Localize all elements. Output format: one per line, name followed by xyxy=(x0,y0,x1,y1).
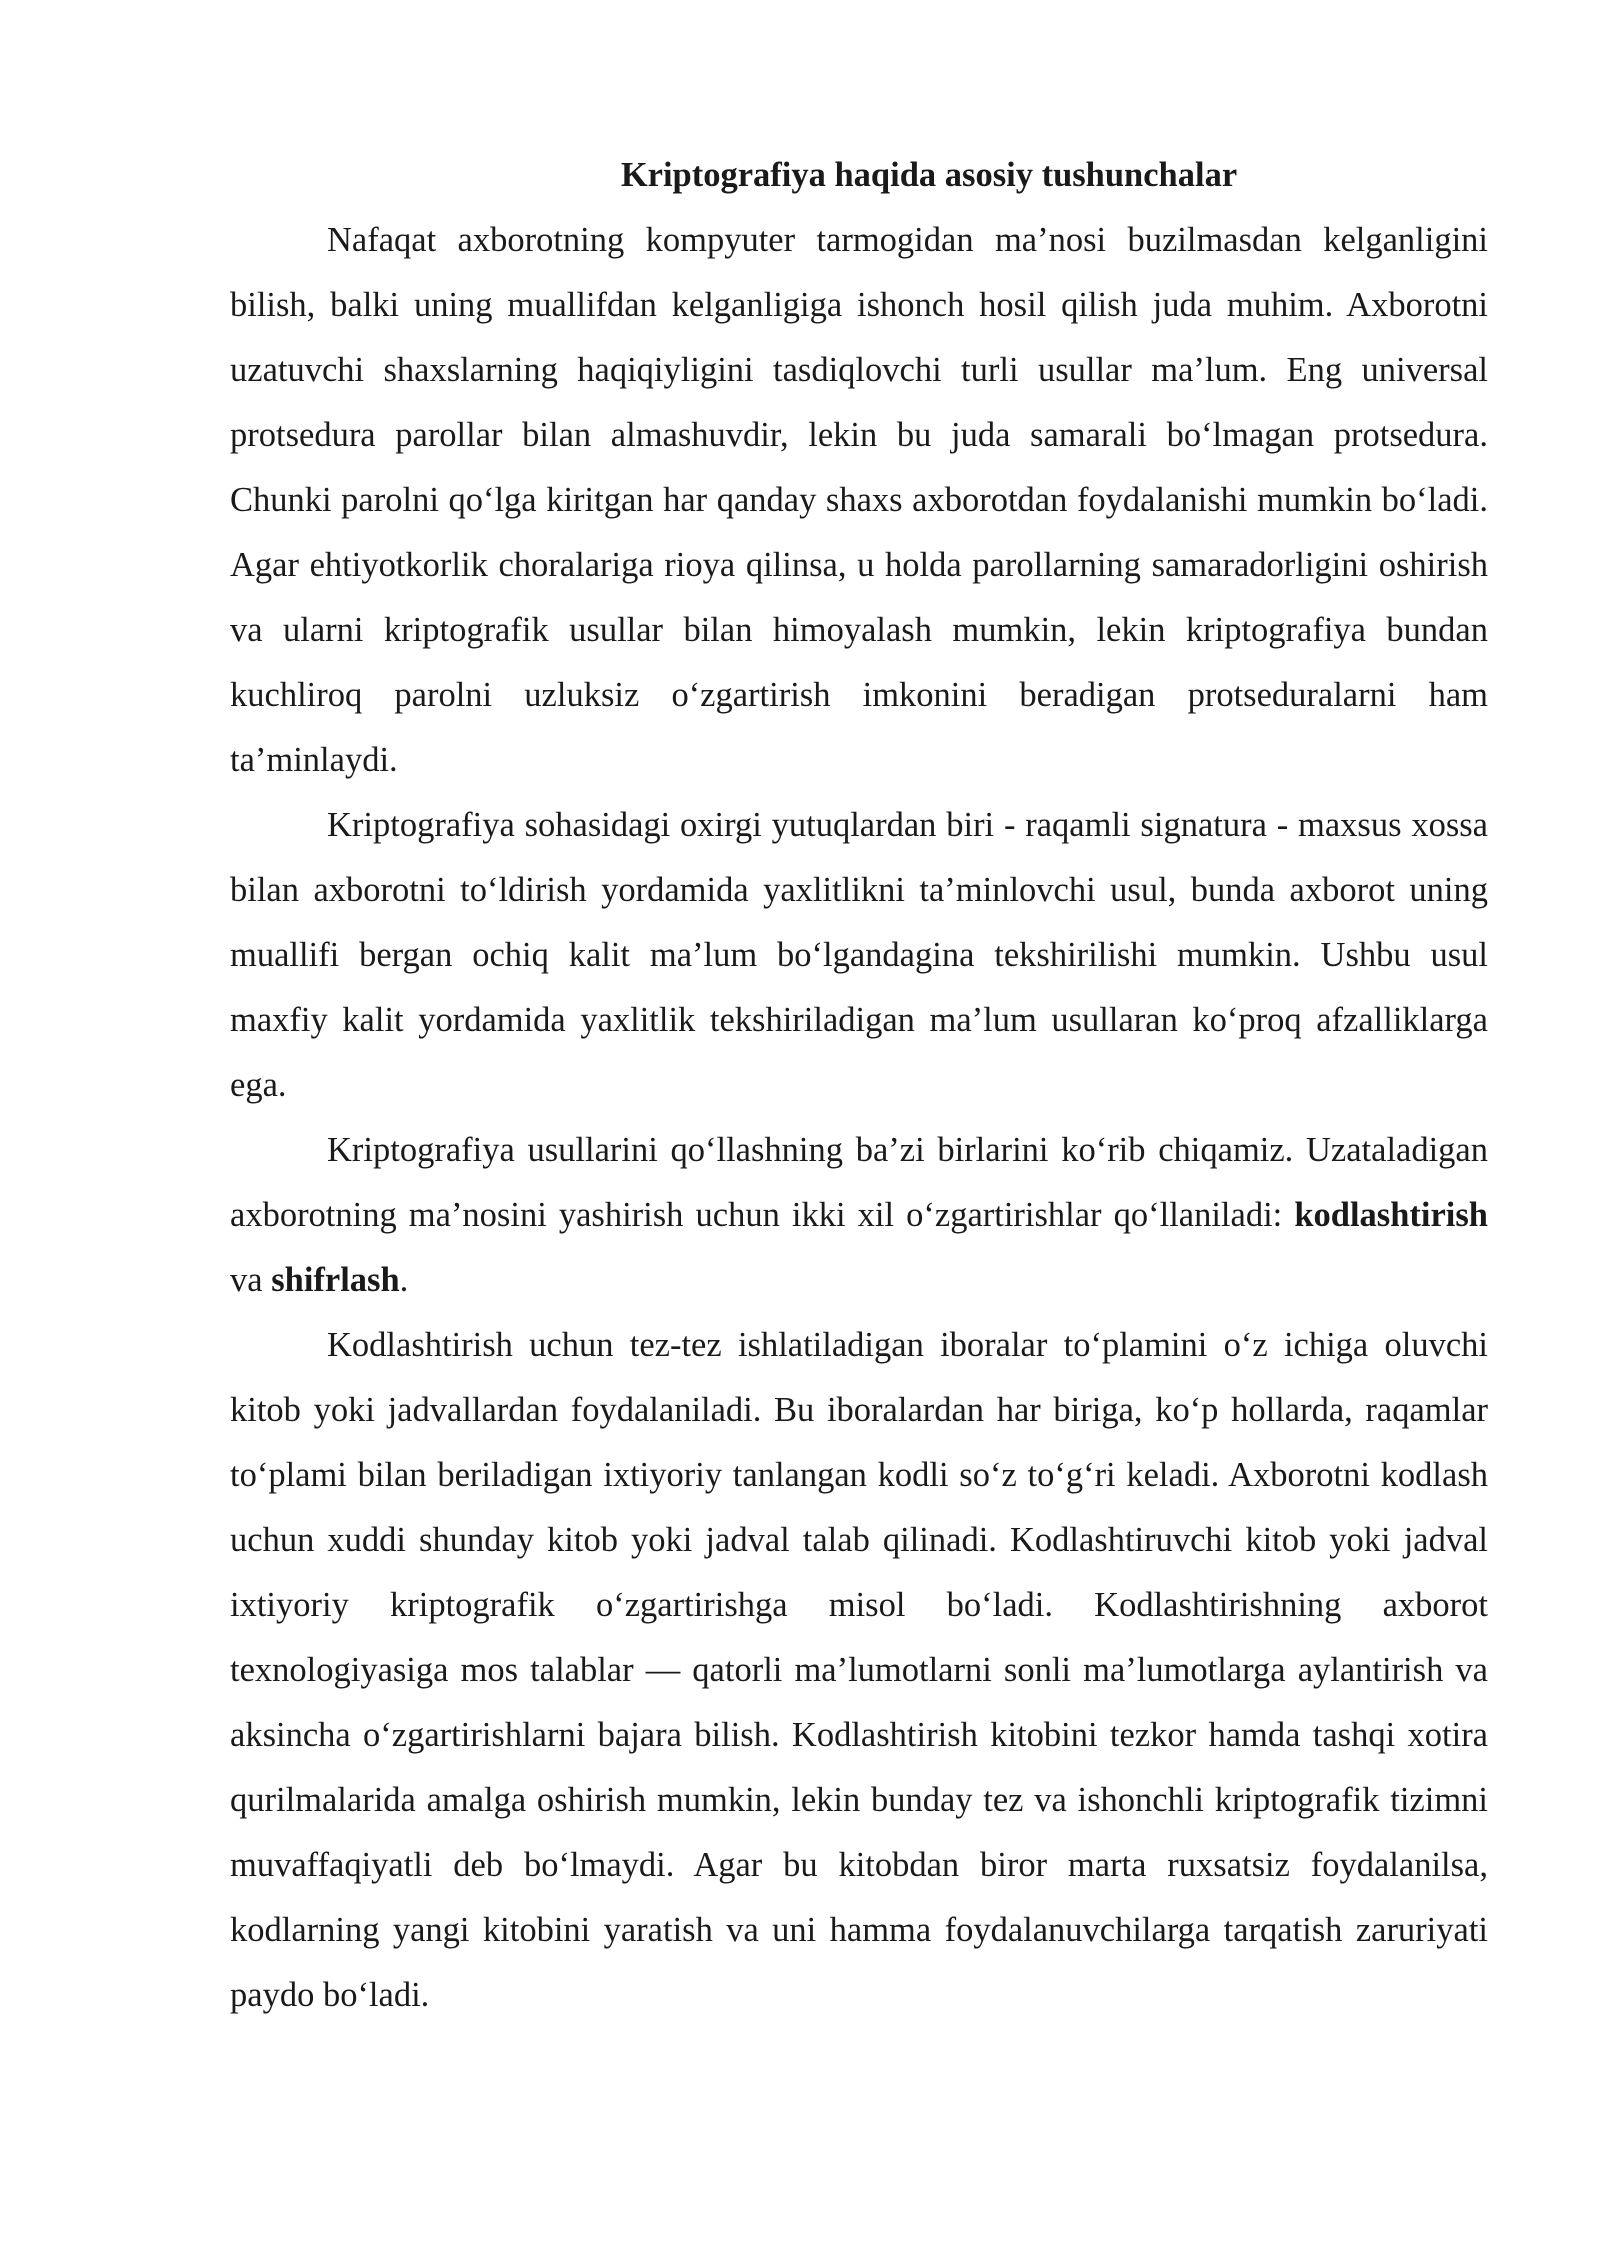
paragraph-1: Nafaqat axborotning kompyuter tarmogidan ma’nosi buzilmasdan kelganligini bilish, balki uning muallifdan kelganligiga ishonch hosil qilish juda muhim. Axborotni uzatuvchi shaxslarning haqiqiyligini tasdiqlovchi turli usullar ma’lum. Eng universal protsedura parollar bilan almashuvdir, lekin bu juda samarali bo‘lmagan protsedura. Chunki parolni qo‘lga kiritgan har qanday shaxs axborotdan foydalanishi mumkin bo‘ladi. Agar ehtiyotkorlik choralariga rioya qilinsa, u holda parollarning samaradorligini oshirish va ularni kriptografik usullar bilan himoyalash mumkin, lekin kriptografiya bundan kuchliroq parolni uzluksiz o‘zgartirish imkonini beradigan protseduralarni ham ta’minlaydi. xyxy=(230,221,1488,779)
term-shifrlash: shifrlash xyxy=(271,1261,400,1299)
paragraph-3-end: . xyxy=(399,1261,409,1299)
document-title: Kriptografiya haqida asosiy tushunchalar xyxy=(620,156,1238,194)
paragraph-4: Kodlashtirish uchun tez-tez ishlatiladigan iboralar to‘plamini o‘z ichiga oluvchi kitob yoki jadvallardan foydalaniladi. Bu iboralardan har biriga, ko‘p hollarda, raqamlar to‘plami bilan beriladigan ixtiyoriy tanlangan kodli so‘z to‘g‘ri keladi. Axborotni kodlash uchun xuddi shunday kitob yoki jadval talab qilinadi. Kodlashtiruvchi kitob yoki jadval ixtiyoriy kriptografik o‘zgartirishga misol bo‘ladi. Kodlashtirishning axborot texnologiyasiga mos talablar — qatorli ma’lumotlarni sonli ma’lumotlarga aylantirish va aksincha o‘zgartirishlarni bajara bilish. Kodlashtirish kitobini tezkor hamda tashqi xotira qurilmalarida amalga oshirish mumkin, lekin bunday tez va ishonchli kriptografik tizimni muvaffaqiyatli deb bo‘lmaydi. Agar bu kitobdan biror marta ruxsatsiz foydalanilsa, kodlarning yangi kitobini yaratish va uni hamma foydalanuvchilarga tarqatish zaruriyati paydo bo‘ladi. xyxy=(230,1326,1488,2014)
paragraph-3 xyxy=(230,1118,1488,1313)
paragraph-3-text: Kriptografiya usullarini qo‘llashning ba’zi birlarini ko‘rib chiqamiz. Uzataladigan axborotning ma’nosini yashirish uchun ikki xil o‘zgartirishlar qo‘llaniladi: xyxy=(230,1131,1488,1234)
document-body xyxy=(230,143,1488,2028)
paragraph-3-conjunction: va xyxy=(230,1261,272,1299)
term-kodlashtirish: kodlashtirish xyxy=(1294,1196,1488,1234)
paragraph-2: Kriptografiya sohasidagi oxirgi yutuqlardan biri - raqamli signatura - maxsus xossa bilan axborotni to‘ldirish yordamida yaxlitlikni ta’minlovchi usul, bunda axborot uning muallifi bergan ochiq kalit ma’lum bo‘lgandagina tekshirilishi mumkin. Ushbu usul maxfiy kalit yordamida yaxlitlik tekshiriladigan ma’lum usullaran ko‘proq afzalliklarga ega. xyxy=(230,806,1488,1104)
